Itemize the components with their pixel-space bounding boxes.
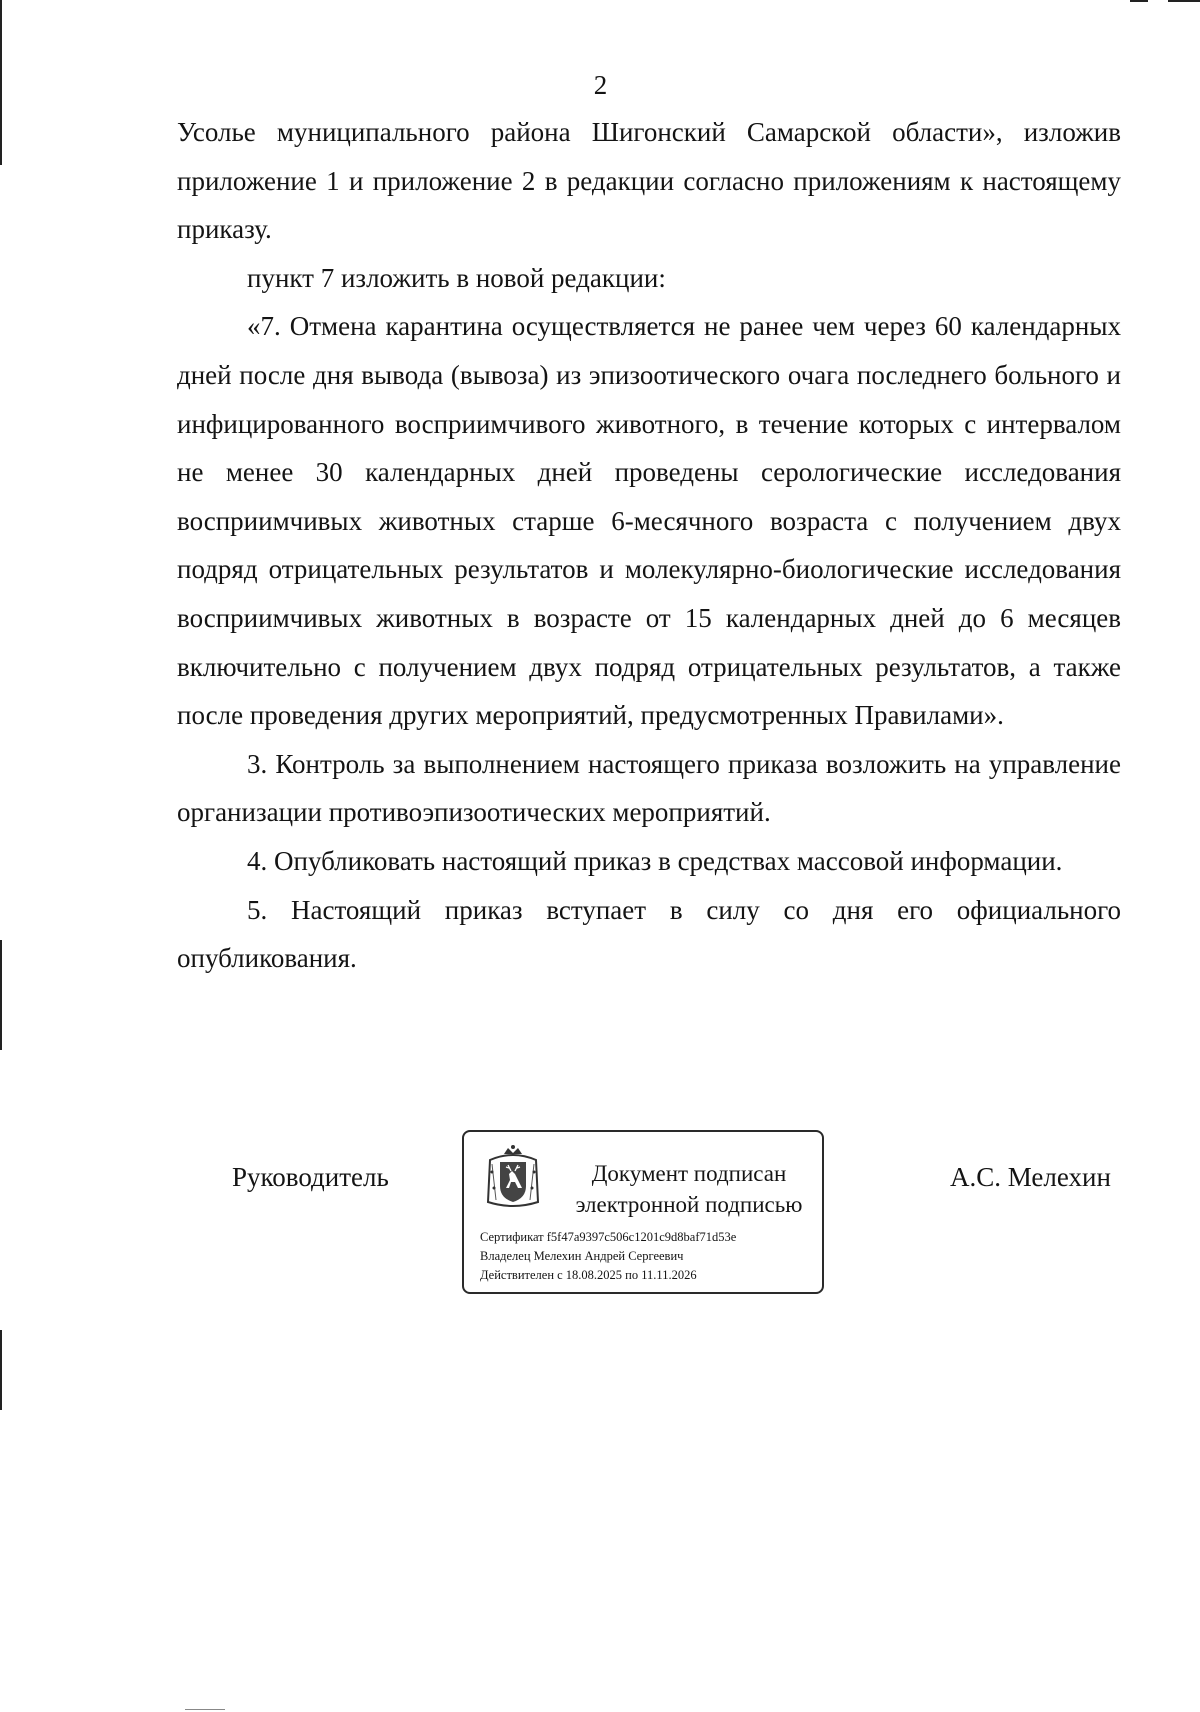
stamp-title-line-1: Документ подписан	[591, 1161, 787, 1186]
stamp-title	[564, 1158, 814, 1220]
scan-edge-mark	[1168, 0, 1200, 2]
stamp-owner: Владелец Мелехин Андрей Сергеевич	[480, 1249, 684, 1263]
stamp-certificate: Сертификат f5f47a9397c506c1201c9d8baf71d53e	[480, 1230, 737, 1244]
signer-name: А.С. Мелехин	[950, 1162, 1111, 1192]
paragraph-point-7-intro: пункт 7 изложить в новой редакции:	[247, 262, 666, 293]
scan-edge-mark	[1130, 0, 1148, 2]
scan-edge-mark	[185, 1709, 225, 1710]
coat-of-arms-icon	[482, 1144, 544, 1210]
paragraph-item-5: 5. Настоящий приказ вступает в силу со дня его официального опубликования.	[177, 894, 1121, 974]
document-body	[177, 108, 1121, 983]
signature-block	[0, 1130, 1200, 1300]
paragraph-item-4: 4. Опубликовать настоящий приказ в средствах массовой информации.	[247, 845, 1063, 876]
signer-position: Руководитель	[232, 1162, 389, 1192]
electronic-signature-stamp	[462, 1130, 824, 1294]
scan-edge-mark	[0, 940, 2, 1050]
paragraph-item-3: 3. Контроль за выполнением настоящего приказа возложить на управление организации противоэпизоотических мероприятий.	[177, 748, 1121, 828]
stamp-title-line-2: электронной подписью	[575, 1192, 803, 1217]
page-number: 2	[593, 70, 608, 100]
stamp-details	[480, 1228, 736, 1285]
stamp-validity: Действителен с 18.08.2025 по 11.11.2026	[480, 1268, 697, 1282]
scan-edge-mark	[0, 0, 2, 165]
scan-edge-mark	[0, 1330, 2, 1410]
paragraph-point-7-text: «7. Отмена карантина осуществляется не ранее чем через 60 календарных дней после дня вывода (вывоза) из эпизоотического очага последнего больного и инфицированного восприимчивого животного, в течение которых с интервалом не менее 30 календарных дней проведены серологические исследования восприимчивых животных старше 6-месячного возраста с получением двух подряд отрицательных результатов и молекулярно-биологические исследования восприимчивых животных в возрасте от 15 календарных дней до 6 месяцев включительно с получением двух подряд отрицательных результатов, а также после проведения других мероприятий, предусмотренных Правилами».	[177, 311, 1121, 731]
paragraph-continuation: Усолье муниципального района Шигонский Самарской области», изложив приложение 1 и приложение 2 в редакции согласно приложениям к настоящему приказу.	[177, 117, 1121, 245]
